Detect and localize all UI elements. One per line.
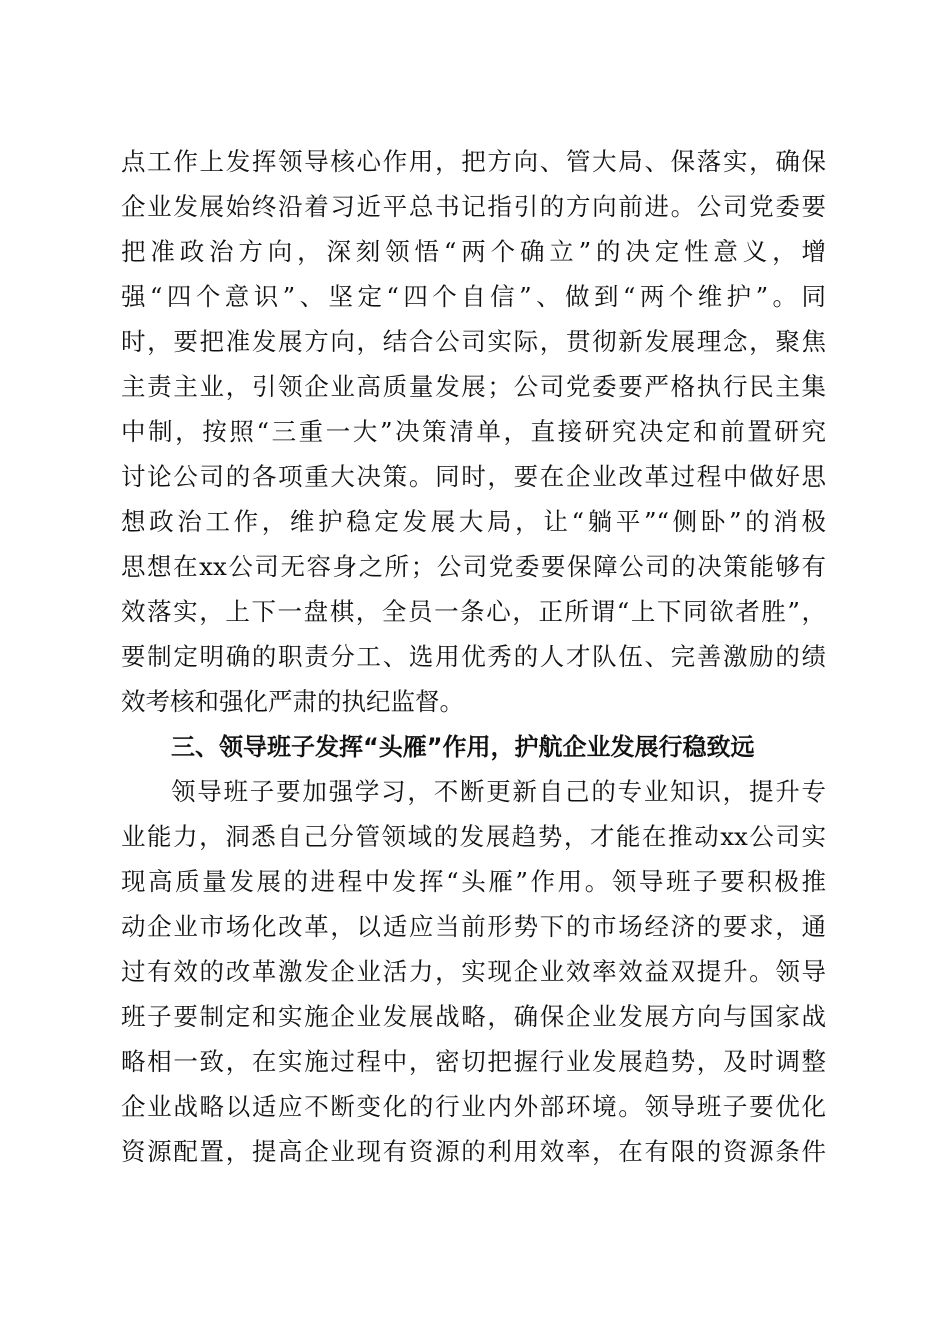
paragraph-line: 效考核和强化严肃的执纪监督。: [121, 687, 464, 716]
paragraph-line: 强“四个意识”、坚定“四个自信”、做到“两个维护”。同: [121, 282, 826, 311]
paragraph-line: 思想在xx公司无容身之所；公司党委要保障公司的决策能够有: [121, 552, 826, 581]
paragraph-line: 现高质量发展的进程中发挥“头雁”作用。领导班子要积极推: [121, 867, 826, 896]
paragraph-line: 主责主业，引领企业高质量发展；公司党委要严格执行民主集: [121, 372, 826, 401]
section-heading: 三、领导班子发挥“头雁”作用，护航企业发展行稳致远: [171, 733, 755, 761]
paragraph-line: 讨论公司的各项重大决策。同时，要在企业改革过程中做好思: [121, 462, 826, 491]
paragraph-line: 时，要把准发展方向，结合公司实际，贯彻新发展理念，聚焦: [121, 327, 826, 356]
paragraph-line: 点工作上发挥领导核心作用，把方向、管大局、保落实，确保: [121, 147, 826, 176]
paragraph-line: 企业战略以适应不断变化的行业内外部环境。领导班子要优化: [121, 1092, 826, 1121]
paragraph-line: 业能力，洞悉自己分管领域的发展趋势，才能在推动xx公司实: [121, 822, 826, 851]
paragraph-line: 中制，按照“三重一大”决策清单，直接研究决定和前置研究: [121, 417, 826, 446]
paragraph-line: 领导班子要加强学习，不断更新自己的专业知识，提升专: [171, 777, 826, 806]
paragraph-line: 效落实，上下一盘棋，全员一条心，正所谓“上下同欲者胜”，: [121, 597, 826, 626]
paragraph-line: 略相一致，在实施过程中，密切把握行业发展趋势，及时调整: [121, 1047, 826, 1076]
paragraph-line: 资源配置，提高企业现有资源的利用效率，在有限的资源条件: [121, 1137, 826, 1166]
paragraph-line: 过有效的改革激发企业活力，实现企业效率效益双提升。领导: [121, 957, 826, 986]
paragraph-line: 企业发展始终沿着习近平总书记指引的方向前进。公司党委要: [121, 192, 826, 221]
paragraph-line: 动企业市场化改革，以适应当前形势下的市场经济的要求，通: [121, 912, 826, 941]
paragraph-line: 班子要制定和实施企业发展战略，确保企业发展方向与国家战: [121, 1002, 826, 1031]
paragraph-line: 要制定明确的职责分工、选用优秀的人才队伍、完善激励的绩: [121, 642, 826, 671]
paragraph-line: 把准政治方向，深刻领悟“两个确立”的决定性意义，增: [121, 237, 826, 266]
paragraph-line: 想政治工作，维护稳定发展大局，让“躺平”“侧卧”的消极: [121, 507, 826, 536]
